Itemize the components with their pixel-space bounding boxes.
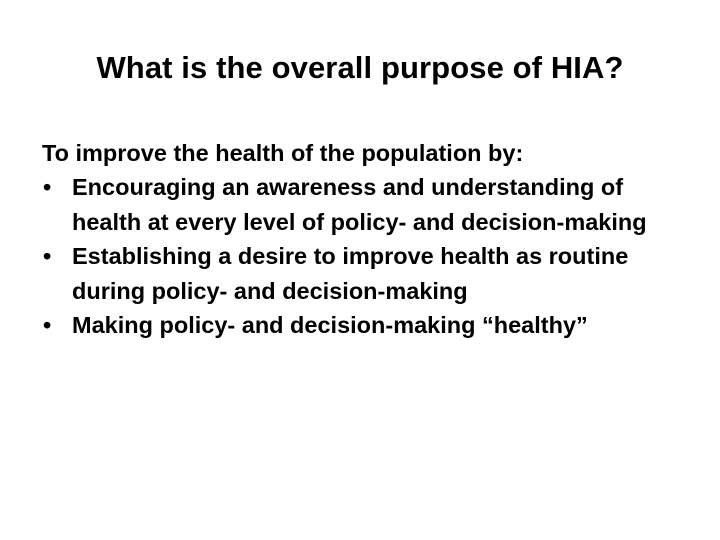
slide-title: What is the overall purpose of HIA? [96,50,624,85]
bullet-icon: • [43,312,52,339]
bullet-icon: • [43,243,52,270]
bullet-item-healthy [42,308,652,342]
bullet-list [42,170,702,342]
bullet-item-awareness [42,170,652,239]
bullet-item-desire [42,239,652,308]
slide-body [42,136,702,342]
intro-text: To improve the health of the population by: [42,140,524,166]
bullet-text: Making policy- and decision-making “healthy” [72,312,588,339]
bullet-text: Establishing a desire to improve health as routine during policy- and decision-making [72,243,629,304]
bullet-text: Encouraging an awareness and understanding of health at every level of policy- and decision-making [72,174,647,235]
bullet-icon: • [43,174,52,201]
